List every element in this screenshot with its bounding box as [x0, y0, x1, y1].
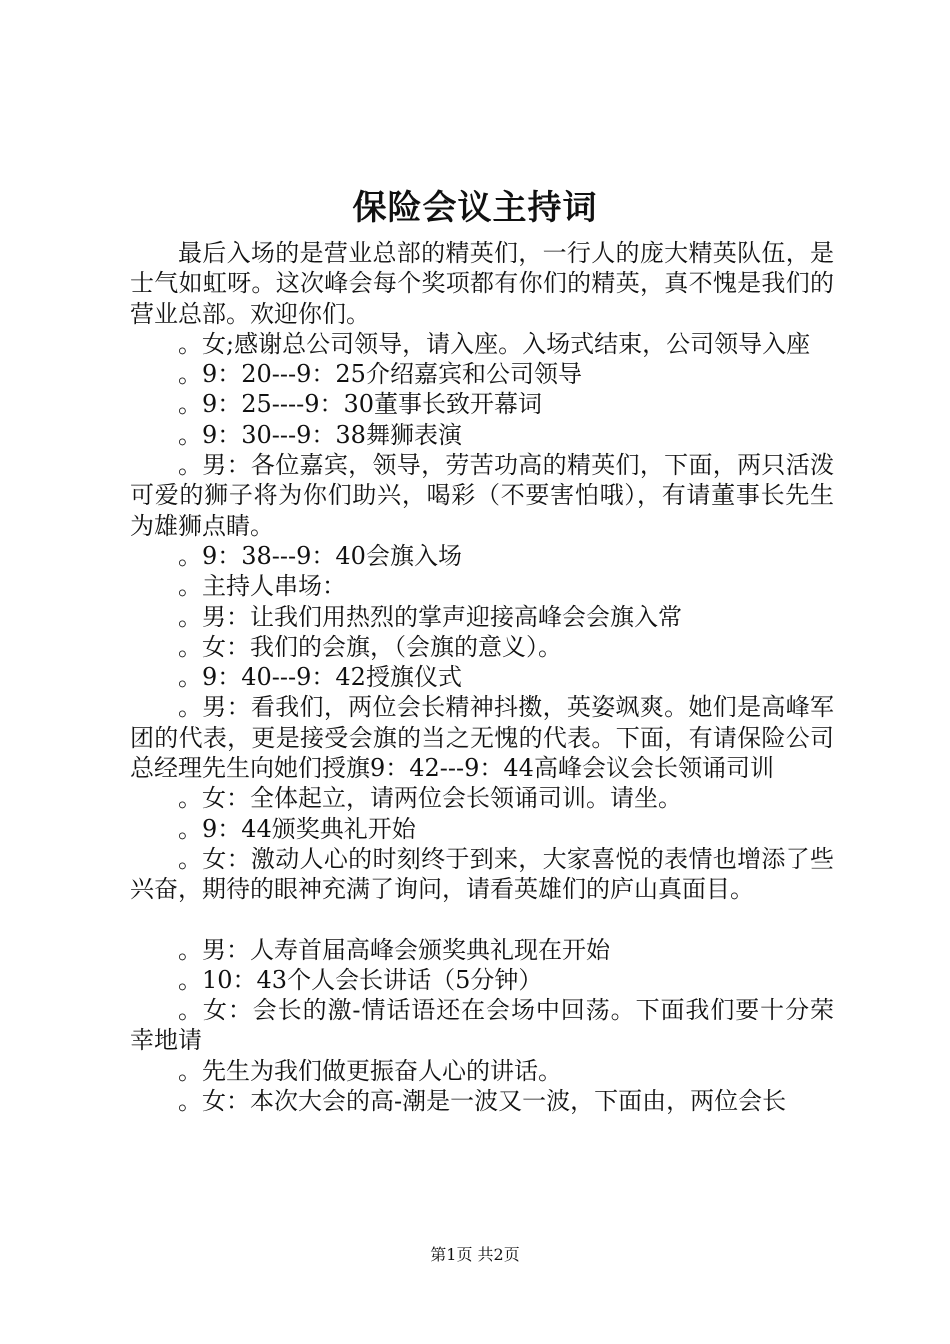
paragraph: 。9：20---9：25介绍嘉宾和公司领导 — [178, 360, 582, 389]
paragraph: 。女：全体起立，请两位会长领诵司训。请坐。 — [178, 784, 682, 813]
paragraph: 。女：会长的激-情话语还在会场中回荡。下面我们要十分荣幸地请 — [130, 996, 834, 1055]
paragraph: 。男：让我们用热烈的掌声迎接高峰会会旗入常 — [178, 602, 682, 631]
document-body — [130, 238, 834, 1116]
paragraph: 。9：38---9：40会旗入场 — [178, 541, 462, 570]
paragraph: 。男：看我们，两位会长精神抖擞，英姿飒爽。她们是高峰军团的代表，更是接受会旗的当之无愧的代表。下面，有请保险公司总经理先生向她们授旗9：42---9：44高峰会议会长领诵司训 — [130, 693, 834, 783]
paragraph: 。10：43个人会长讲话（5分钟） — [178, 965, 543, 994]
page-footer: 第1页 共2页 — [430, 1245, 520, 1264]
paragraph: 。女：激动人心的时刻终于到来，大家喜悦的表情也增添了些兴奋，期待的眼神充满了询问，请看英雄们的庐山真面目。 — [130, 844, 834, 904]
paragraph: 。男：各位嘉宾，领导，劳苦功高的精英们，下面，两只活泼可爱的狮子将为你们助兴，喝彩（不要害怕哦），有请董事长先生为雄狮点睛。 — [130, 451, 834, 540]
paragraph: 最后入场的是营业总部的精英们，一行人的庞大精英队伍，是士气如虹呀。这次峰会每个奖项都有你们的精英，真不愧是我们的营业总部。欢迎你们。 — [130, 239, 834, 328]
paragraph: 。女：本次大会的高-潮是一波又一波，下面由，两位会长 — [178, 1087, 787, 1116]
paragraph: 。女：我们的会旗，（会旗的意义）。 — [178, 632, 562, 661]
paragraph: 。9：30---9：38舞狮表演 — [178, 420, 462, 449]
paragraph: 。先生为我们做更振奋人心的讲话。 — [178, 1056, 562, 1085]
document-title: 保险会议主持词 — [352, 188, 598, 228]
paragraph: 。9：25----9：30董事长致开幕词 — [178, 390, 543, 419]
paragraph: 。女;感谢总公司领导，请入座。入场式结束，公司领导入座 — [178, 329, 811, 358]
paragraph: 。9：44颁奖典礼开始 — [178, 814, 416, 843]
paragraph: 。9：40---9：42授旗仪式 — [178, 663, 462, 692]
paragraph: 。男：人寿首届高峰会颁奖典礼现在开始 — [178, 935, 610, 964]
blank-line — [130, 905, 834, 935]
paragraph: 。主持人串场： — [178, 572, 346, 601]
